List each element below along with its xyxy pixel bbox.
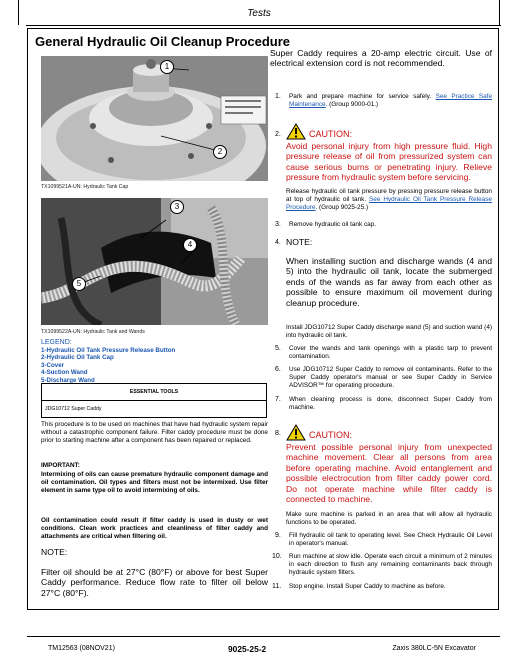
step-4-note-label: NOTE: xyxy=(286,237,313,247)
practice-safe-maintenance-link[interactable]: See Practice Safe Maintenance xyxy=(289,93,493,108)
pressure-release-procedure-link[interactable]: See Hydraulic Oil Tank Pressure Release Procedure xyxy=(286,196,492,211)
step-11-text: Stop engine. Install Super Caddy to machine as before. xyxy=(289,583,446,590)
release-ref: . (Group 9025-25.) xyxy=(315,204,369,211)
header-divider xyxy=(26,25,501,26)
step-1 xyxy=(289,93,492,109)
step-number: 2. xyxy=(275,131,281,138)
legend-item: 2-Hydraulic Oil Tank Cap xyxy=(41,354,114,362)
step-5-text: Cover the wands and tank openings with a plastic tarp to prevent contamination. xyxy=(289,345,492,360)
legend-item: 5-Discharge Wand xyxy=(41,376,95,384)
step-number: 11. xyxy=(272,583,282,590)
important-text: Intermixing of oils can cause premature hydraulic component damage and oil contamination. Oil types and filters must not be intermixed. Use filter element in same type oil to avoid intermixing of oils. xyxy=(41,471,268,494)
page-number: 9025-25-2 xyxy=(228,644,267,654)
step-3-text: Remove hydraulic oil tank cap. xyxy=(289,221,377,228)
step-number: 4. xyxy=(275,239,281,246)
callout-2: 2 xyxy=(213,145,227,159)
step-1-text: Park and prepare machine for service safely. xyxy=(289,93,432,100)
install-wands-text: Install JDG10712 Super Caddy discharge wand (5) and suction wand (4) into hydraulic oil tank. xyxy=(286,324,492,339)
intro-paragraph: This procedure is to be used on machines that have had hydraulic system repair without a catastrophic component failure. Filter caddy procedure must be done prior to starting machine after a component has been repaired or replaced. xyxy=(41,421,268,444)
step-number: 1. xyxy=(275,93,281,100)
callout-5: 5 xyxy=(72,277,86,291)
footer-machine-model: Zaxis 380LC-5N Excavator xyxy=(392,645,476,652)
legend-item: 3-Cover xyxy=(41,361,65,369)
tools-table-row: JDG10712 Super Caddy xyxy=(42,401,267,418)
caution-label: CAUTION: xyxy=(309,129,353,139)
figure-1-caption: TX1099521A-UN: Hydraulic Tank Cap xyxy=(41,184,129,190)
step-10-text: Run machine at slow idle. Operate each circuit a minimum of 2 minutes in each direction to flush any remaining contaminants back through hydraulic system filters. xyxy=(289,553,492,576)
step-4-note-text: When installing suction and discharge wands (4 and 5) into the hydraulic oil tank, locate the submerged ends of the wands as far away from each other as possible to ensure maximum oil movement during cleanup procedure. xyxy=(286,256,492,308)
step-1-ref: . (Group 9000-01.) xyxy=(325,101,379,108)
figure-2-caption: TX1099522A-UN: Hydraulic Tank and Wands xyxy=(41,329,145,335)
legend-title: LEGEND: xyxy=(41,339,72,346)
caution-label: CAUTION: xyxy=(309,430,353,440)
legend-item: 4-Suction Wand xyxy=(41,369,88,377)
step-number: 9. xyxy=(275,532,281,539)
release-pressure-text xyxy=(286,188,492,212)
legend-list xyxy=(41,347,175,384)
step-number: 5. xyxy=(275,345,281,352)
step-number: 10. xyxy=(272,553,282,560)
important-label: IMPORTANT: xyxy=(41,462,80,469)
step-9-text: Fill hydraulic oil tank to operating level. See Check Hydraulic Oil Level in operator's manual. xyxy=(289,532,492,547)
callout-3: 3 xyxy=(170,200,184,214)
step-number: 7. xyxy=(275,396,281,403)
caution-block-1 xyxy=(286,123,492,143)
caution-text-1: Avoid personal injury from high pressure fluid. High pressure release of oil from pressurized system can cause serious burns or penetrating injury. Relieve pressure from hydraulic system before servicing. xyxy=(286,141,492,183)
caution-text-2: Prevent possible personal injury from unexpected machine movement. Clear all persons from area before operating machine. Avoid entanglement and possible electrocution from filter caddy power cord. Do not operate machine while filter caddy is connected to machine. xyxy=(286,442,492,505)
step-6-text: Use JDG10712 Super Caddy to remove oil contaminants. Refer to the Super Caddy operator's manual or see Super Caddy in Service ADVISOR™ for operating procedure. xyxy=(289,366,492,389)
essential-tools-table xyxy=(41,383,267,418)
caution-block-2 xyxy=(286,424,492,444)
callout-1: 1 xyxy=(160,60,174,74)
power-requirement-text: Super Caddy requires a 20-amp electric circuit. Use of electrical extension cord is not recommended. xyxy=(270,48,492,69)
step-7-text: When cleaning process is done, disconnect Super Caddy from machine. xyxy=(289,396,492,411)
footer-divider xyxy=(27,636,500,637)
parked-area-text: Make sure machine is parked in an area that will allow all hydraulic functions to be operated. xyxy=(286,511,492,526)
callout-4: 4 xyxy=(183,238,197,252)
step-number: 3. xyxy=(275,221,281,228)
warning-triangle-icon xyxy=(286,424,306,444)
footer-doc-id: TM12563 (08NOV21) xyxy=(48,645,115,652)
contamination-warning: Oil contamination could result if filter caddy is used in dusty or wet conditions. Clean work practices and cleanliness of filter caddy and attachments are critical when filtering oil. xyxy=(41,517,268,540)
tools-table-header: ESSENTIAL TOOLS xyxy=(42,384,267,401)
step-number: 6. xyxy=(275,366,281,373)
warning-triangle-icon xyxy=(286,123,306,143)
step-number: 8. xyxy=(275,430,281,437)
left-note-text: Filter oil should be at 27°C (80°F) or above for best Super Caddy performance. Reduce flow rate to filter oil below 27°C (80°F). xyxy=(41,567,268,598)
hydraulic-tank-cap-photo xyxy=(41,56,268,181)
legend-item: 1-Hydraulic Oil Tank Pressure Release Button xyxy=(41,347,176,354)
hydraulic-tank-wands-photo xyxy=(41,198,268,325)
release-text: Release hydraulic oil tank pressure by pressing pressure release button at top of hydraulic oil tank. xyxy=(286,188,492,203)
section-title: General Hydraulic Oil Cleanup Procedure xyxy=(35,34,291,49)
header-title: Tests xyxy=(247,8,271,19)
left-note-label: NOTE: xyxy=(41,547,68,557)
